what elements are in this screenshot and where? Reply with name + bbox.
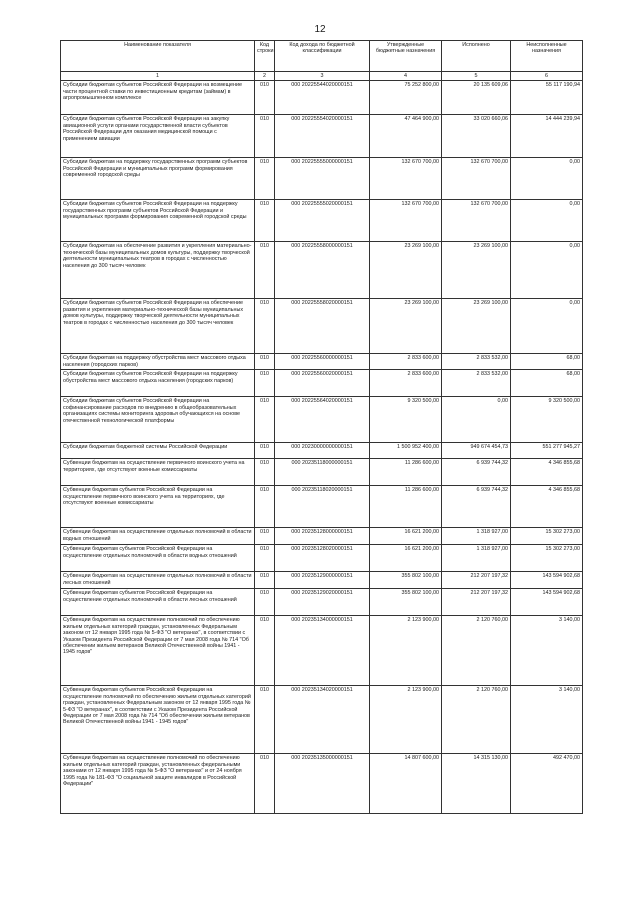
unexecuted-value: 0,00: [511, 242, 583, 299]
approved-value: 75 252 800,00: [370, 81, 442, 115]
indicator-name: Субсидии бюджетам субъектов Российской Федерации на софинансирование расходов по внедрению в общеобразовательных организациях системы мониторинга здоровья обучающихся на основе отечественной технологической платформы: [61, 397, 255, 443]
unexecuted-value: 492 470,00: [511, 754, 583, 814]
executed-value: 23 269 100,00: [442, 299, 511, 354]
line-code: 010: [255, 486, 275, 528]
income-code: 000 20235118020000151: [275, 486, 370, 528]
executed-value: 20 135 609,06: [442, 81, 511, 115]
budget-execution-table: [60, 40, 583, 814]
page-number: 12: [314, 24, 326, 35]
approved-value: 2 833 600,00: [370, 354, 442, 370]
header-executed: Исполнено: [442, 41, 511, 72]
executed-value: 6 939 744,32: [442, 486, 511, 528]
unexecuted-value: 68,00: [511, 354, 583, 370]
header-income-code: Код дохода по бюджетной классификации: [275, 41, 370, 72]
indicator-name: Субвенции бюджетам на осуществление полномочий по обеспечению жильем отдельных категорий граждан, установленных федеральными законами от 12 января 1995 года № 5-ФЗ "О ветеранах" и от 24 ноября 1995 года № 181-ФЗ "О социальной защите инвалидов в Российской Федерации": [61, 754, 255, 814]
executed-value: 2 120 760,00: [442, 686, 511, 754]
table-row: [61, 459, 583, 486]
approved-value: 23 269 100,00: [370, 242, 442, 299]
line-code: 010: [255, 545, 275, 572]
line-code: 010: [255, 528, 275, 545]
indicator-name: Субсидии бюджетам субъектов Российской Федерации на обеспечение развития и укрепления материально-технической базы муниципальных домов культуры, поддержку творческой деятельности муниципальных театров в городах с численностью населения до 300 тысяч человек: [61, 299, 255, 354]
header-indicator-name: Наименование показателя: [61, 41, 255, 72]
unexecuted-value: 551 277 945,27: [511, 443, 583, 459]
income-code: 000 20225555000000151: [275, 158, 370, 200]
executed-value: 212 207 197,32: [442, 589, 511, 616]
line-code: 010: [255, 81, 275, 115]
table-row: [61, 354, 583, 370]
income-code: 000 20225560020000151: [275, 370, 370, 397]
executed-value: 1 318 927,00: [442, 528, 511, 545]
executed-value: 6 939 744,32: [442, 459, 511, 486]
executed-value: 2 833 532,00: [442, 370, 511, 397]
approved-value: 132 670 700,00: [370, 158, 442, 200]
indicator-name: Субвенции бюджетам субъектов Российской Федерации на осуществление первичного воинского учета на территориях, где отсутствуют военные комиссариаты: [61, 486, 255, 528]
column-number-row: [61, 72, 583, 81]
executed-value: 132 670 700,00: [442, 158, 511, 200]
unexecuted-value: 68,00: [511, 370, 583, 397]
unexecuted-value: 0,00: [511, 200, 583, 242]
table-row: [61, 115, 583, 158]
indicator-name: Субвенции бюджетам на осуществление полномочий по обеспечению жильем отдельных категорий граждан, установленных Федеральным законом от 12 января 1995 года № 5-ФЗ "О ветеранах", в соответствии с Указом Президента Российской Федерации от 7 мая 2008 года № 714 "Об обеспечении жильем ветеранов Великой Отечественной войны 1941 - 1945 годов": [61, 616, 255, 686]
executed-value: 2 120 760,00: [442, 616, 511, 686]
executed-value: 949 674 454,73: [442, 443, 511, 459]
line-code: 010: [255, 686, 275, 754]
income-code: 000 20235128000000151: [275, 528, 370, 545]
income-code: 000 20235129000000151: [275, 572, 370, 589]
line-code: 010: [255, 354, 275, 370]
unexecuted-value: 55 117 190,94: [511, 81, 583, 115]
approved-value: 23 269 100,00: [370, 299, 442, 354]
table-row: [61, 486, 583, 528]
indicator-name: Субвенции бюджетам субъектов Российской Федерации на осуществление отдельных полномочий в области водных отношений: [61, 545, 255, 572]
line-code: 010: [255, 459, 275, 486]
column-number: 6: [511, 72, 583, 81]
unexecuted-value: 143 594 902,68: [511, 572, 583, 589]
header-row: [61, 41, 583, 72]
approved-value: 355 802 100,00: [370, 589, 442, 616]
header-approved: Утвержденные бюджетные назначения: [370, 41, 442, 72]
header-unexecuted: Неисполненные назначения: [511, 41, 583, 72]
income-code: 000 20225554020000151: [275, 115, 370, 158]
table-row: [61, 754, 583, 814]
unexecuted-value: 9 320 500,00: [511, 397, 583, 443]
table-row: [61, 443, 583, 459]
column-number: 1: [61, 72, 255, 81]
executed-value: 0,00: [442, 397, 511, 443]
income-code: 000 20230000000000151: [275, 443, 370, 459]
approved-value: 11 286 600,00: [370, 486, 442, 528]
approved-value: 16 621 200,00: [370, 528, 442, 545]
table-row: [61, 242, 583, 299]
unexecuted-value: 15 302 273,00: [511, 545, 583, 572]
table-row: [61, 81, 583, 115]
table-body: [61, 81, 583, 814]
column-number: 5: [442, 72, 511, 81]
executed-value: 1 318 927,00: [442, 545, 511, 572]
indicator-name: Субсидии бюджетам бюджетной системы Российской Федерации: [61, 443, 255, 459]
executed-value: 33 020 660,06: [442, 115, 511, 158]
indicator-name: Субсидии бюджетам на поддержку государственных программ субъектов Российской Федерации и муниципальных программ формирования современной городской среды: [61, 158, 255, 200]
line-code: 010: [255, 754, 275, 814]
indicator-name: Субвенции бюджетам субъектов Российской Федерации на осуществление отдельных полномочий в области лесных отношений: [61, 589, 255, 616]
indicator-name: Субвенции бюджетам на осуществление отдельных полномочий в области лесных отношений: [61, 572, 255, 589]
income-code: 000 20235134020000151: [275, 686, 370, 754]
indicator-name: Субсидии бюджетам субъектов Российской Федерации на закупку авиационной услуги органами государственной власти субъектов Российской Федерации для оказания медицинской помощи с применением авиации: [61, 115, 255, 158]
approved-value: 16 621 200,00: [370, 545, 442, 572]
table-row: [61, 589, 583, 616]
executed-value: 14 315 130,00: [442, 754, 511, 814]
line-code: 010: [255, 200, 275, 242]
executed-value: 212 207 197,32: [442, 572, 511, 589]
header-line-code: Код строки: [255, 41, 275, 72]
unexecuted-value: 15 302 273,00: [511, 528, 583, 545]
line-code: 010: [255, 158, 275, 200]
column-number: 3: [275, 72, 370, 81]
approved-value: 355 802 100,00: [370, 572, 442, 589]
income-code: 000 20225560000000151: [275, 354, 370, 370]
income-code: 000 20235134000000151: [275, 616, 370, 686]
unexecuted-value: 4 346 855,68: [511, 486, 583, 528]
table-row: [61, 528, 583, 545]
indicator-name: Субвенции бюджетам субъектов Российской Федерации на осуществление полномочий по обеспечению жильем отдельных категорий граждан, установленных Федеральным законом от 12 января 1995 года № 5-ФЗ "О ветеранах", в соответствии с Указом Президента Российской Федерации от 7 мая 2008 года № 714 "Об обеспечении жильем ветеранов Великой Отечественной войны 1941 - 1945 годов": [61, 686, 255, 754]
indicator-name: Субсидии бюджетам на поддержку обустройства мест массового отдыха населения (городских парков): [61, 354, 255, 370]
indicator-name: Субвенции бюджетам на осуществление первичного воинского учета на территориях, где отсутствуют военные комиссариаты: [61, 459, 255, 486]
income-code: 000 20235118000000151: [275, 459, 370, 486]
line-code: 010: [255, 242, 275, 299]
line-code: 010: [255, 370, 275, 397]
line-code: 010: [255, 115, 275, 158]
column-number: 4: [370, 72, 442, 81]
approved-value: 2 123 900,00: [370, 686, 442, 754]
income-code: 000 20225558000000151: [275, 242, 370, 299]
income-code: 000 20225544020000151: [275, 81, 370, 115]
income-code: 000 20235128020000151: [275, 545, 370, 572]
income-code: 000 20225564020000151: [275, 397, 370, 443]
indicator-name: Субвенции бюджетам на осуществление отдельных полномочий в области водных отношений: [61, 528, 255, 545]
executed-value: 23 269 100,00: [442, 242, 511, 299]
line-code: 010: [255, 397, 275, 443]
approved-value: 2 123 900,00: [370, 616, 442, 686]
indicator-name: Субсидии бюджетам субъектов Российской Федерации на возмещение части процентной ставки по инвестиционным кредитам (займам) в агропромышленном комплексе: [61, 81, 255, 115]
table-row: [61, 572, 583, 589]
income-code: 000 20225558020000151: [275, 299, 370, 354]
approved-value: 14 807 600,00: [370, 754, 442, 814]
indicator-name: Субсидии бюджетам субъектов Российской Федерации на поддержку государственных программ субъектов Российской Федерации и муниципальных программ формирования современной городской среды: [61, 200, 255, 242]
line-code: 010: [255, 299, 275, 354]
approved-value: 47 464 900,00: [370, 115, 442, 158]
unexecuted-value: 3 140,00: [511, 616, 583, 686]
indicator-name: Субсидии бюджетам на обеспечение развития и укрепления материально-технической базы муниципальных домов культуры, поддержку творческой деятельности муниципальных театров в городах с численностью населения до 300 тысяч человек: [61, 242, 255, 299]
approved-value: 1 500 952 400,00: [370, 443, 442, 459]
column-number: 2: [255, 72, 275, 81]
line-code: 010: [255, 589, 275, 616]
line-code: 010: [255, 443, 275, 459]
unexecuted-value: 0,00: [511, 158, 583, 200]
table-row: [61, 200, 583, 242]
executed-value: 132 670 700,00: [442, 200, 511, 242]
table-row: [61, 616, 583, 686]
unexecuted-value: 4 346 855,68: [511, 459, 583, 486]
approved-value: 11 286 600,00: [370, 459, 442, 486]
line-code: 010: [255, 616, 275, 686]
unexecuted-value: 0,00: [511, 299, 583, 354]
unexecuted-value: 143 594 902,68: [511, 589, 583, 616]
unexecuted-value: 3 140,00: [511, 686, 583, 754]
income-code: 000 20235129020000151: [275, 589, 370, 616]
line-code: 010: [255, 572, 275, 589]
approved-value: 9 320 500,00: [370, 397, 442, 443]
table-row: [61, 158, 583, 200]
indicator-name: Субсидии бюджетам субъектов Российской Федерации на поддержку обустройства мест массового отдыха населения (городских парков): [61, 370, 255, 397]
table-row: [61, 299, 583, 354]
unexecuted-value: 14 444 239,94: [511, 115, 583, 158]
approved-value: 132 670 700,00: [370, 200, 442, 242]
table-row: [61, 545, 583, 572]
executed-value: 2 833 532,00: [442, 354, 511, 370]
income-code: 000 20235135000000151: [275, 754, 370, 814]
table-row: [61, 397, 583, 443]
table-row: [61, 370, 583, 397]
approved-value: 2 833 600,00: [370, 370, 442, 397]
income-code: 000 20225555020000151: [275, 200, 370, 242]
table-row: [61, 686, 583, 754]
